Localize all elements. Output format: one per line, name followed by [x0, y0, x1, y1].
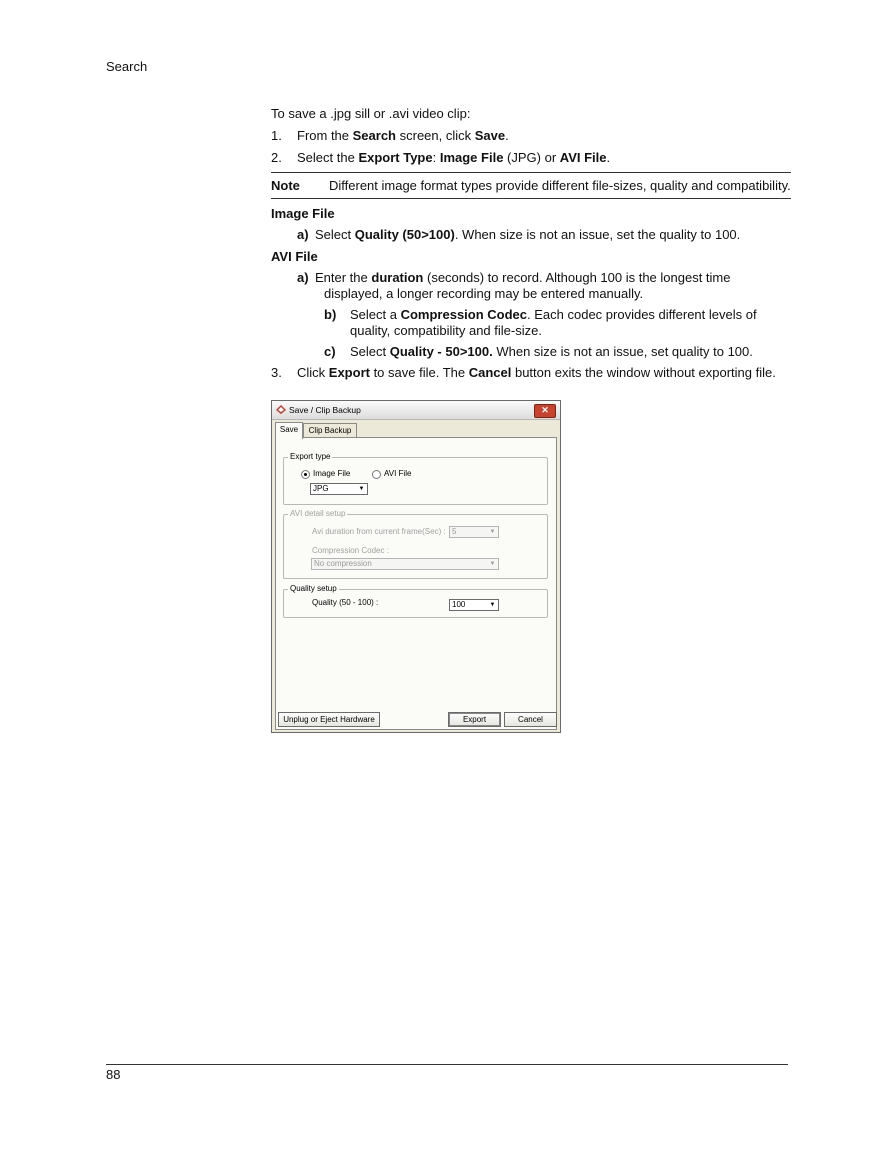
close-icon: ✕	[541, 405, 549, 415]
image-file-step-a	[271, 227, 791, 243]
bold-term: Search	[352, 128, 396, 143]
chevron-down-icon[interactable]: ▼	[489, 602, 496, 608]
step-number: 1.	[271, 128, 282, 143]
text: (JPG) or	[503, 150, 560, 165]
avi-duration-select[interactable]	[449, 526, 499, 538]
page-number: 88	[106, 1067, 121, 1082]
step-letter: b)	[324, 307, 337, 322]
bold-term: Cancel	[468, 365, 512, 380]
text: From the	[297, 128, 353, 143]
step-letter: a)	[297, 270, 309, 285]
continuation: displayed, a longer recording may be entered manually.	[324, 286, 644, 301]
text: .	[606, 150, 611, 165]
text: .	[505, 128, 509, 143]
note-text: Different image format types provide different file-sizes, quality and compatibility.	[329, 178, 791, 193]
compression-codec-label: Compression Codec :	[312, 546, 389, 555]
export-type-legend: Export type	[290, 452, 331, 461]
avi-detail-legend: AVI detail setup	[290, 509, 346, 518]
step-letter: c)	[324, 344, 336, 359]
save-tab-panel	[275, 437, 557, 730]
text: button exits the window without exporting file.	[511, 365, 776, 380]
avi-file-label[interactable]: AVI File	[384, 469, 412, 478]
bold-term: Image File	[439, 150, 504, 165]
unplug-eject-button[interactable]: Unplug or Eject Hardware	[278, 712, 380, 727]
image-file-radio[interactable]	[301, 470, 310, 479]
text: Select	[350, 344, 390, 359]
quality-setup-legend: Quality setup	[290, 584, 337, 593]
text: . Each codec provides different levels of quality, compatibility and file-size.	[350, 307, 757, 338]
text: Select	[315, 227, 355, 242]
bold-term: Quality (50>100)	[354, 227, 455, 242]
cancel-button[interactable]: Cancel	[504, 712, 557, 727]
step-number: 3.	[271, 365, 282, 380]
selected-value: JPG	[313, 484, 329, 493]
bold-term: Export Type	[358, 150, 433, 165]
bold-term: AVI File	[559, 150, 607, 165]
image-format-select[interactable]	[310, 483, 368, 495]
step-1	[271, 128, 791, 144]
avi-file-radio[interactable]	[372, 470, 381, 479]
text: to save file. The	[369, 365, 469, 380]
avi-step-a	[271, 270, 791, 302]
text: Enter the	[315, 270, 372, 285]
step-letter: a)	[297, 227, 309, 242]
step-2	[271, 150, 791, 166]
chevron-down-icon[interactable]: ▼	[489, 529, 496, 535]
save-clip-backup-dialog	[271, 400, 561, 733]
footer-rule	[106, 1064, 788, 1065]
quality-setup-group	[283, 584, 548, 618]
avi-step-b	[271, 307, 791, 339]
text: :	[432, 150, 440, 165]
image-file-heading: Image File	[271, 206, 335, 221]
chevron-down-icon[interactable]: ▼	[489, 561, 496, 567]
app-logo-icon	[275, 404, 287, 415]
text: When size is not an issue, set quality to 100.	[492, 344, 753, 359]
instructions	[271, 106, 791, 381]
text: Select the	[297, 150, 359, 165]
selected-value: No compression	[314, 559, 372, 568]
tab-save[interactable]: Save	[275, 422, 303, 439]
tab-clip-backup[interactable]: Clip Backup	[303, 423, 357, 438]
compression-codec-select[interactable]	[311, 558, 499, 570]
avi-step-c	[271, 344, 791, 360]
step-3	[271, 365, 791, 381]
intro-text: To save a .jpg sill or .avi video clip:	[271, 106, 471, 121]
avi-duration-label: Avi duration from current frame(Sec) :	[312, 527, 446, 536]
image-file-label[interactable]: Image File	[313, 469, 351, 478]
export-type-group	[283, 452, 548, 505]
chevron-down-icon[interactable]: ▼	[358, 486, 365, 492]
dialog-title: Save / Clip Backup	[289, 405, 361, 415]
note-box	[271, 172, 791, 199]
text: Click	[297, 365, 329, 380]
bold-term: Save	[474, 128, 506, 143]
text: screen, click	[396, 128, 475, 143]
running-header: Search	[106, 59, 148, 74]
text: Select a	[350, 307, 401, 322]
avi-file-heading: AVI File	[271, 249, 318, 264]
export-button[interactable]: Export	[448, 712, 501, 727]
selected-value: 100	[452, 600, 466, 609]
quality-select[interactable]	[449, 599, 499, 611]
text: (seconds) to record. Although 100 is the longest time	[423, 270, 731, 285]
close-button[interactable]	[534, 404, 556, 418]
step-number: 2.	[271, 150, 282, 165]
selected-value: 5	[452, 527, 457, 536]
quality-label: Quality (50 - 100) :	[312, 598, 379, 607]
bold-term: Compression Codec	[400, 307, 528, 322]
note-label: Note	[271, 178, 300, 193]
title-bar[interactable]	[272, 401, 560, 420]
text: . When size is not an issue, set the quality to 100.	[454, 227, 741, 242]
avi-detail-group	[283, 509, 548, 579]
bold-term: Export	[328, 365, 370, 380]
bold-term: duration	[371, 270, 424, 285]
bold-term: Quality - 50>100.	[389, 344, 493, 359]
